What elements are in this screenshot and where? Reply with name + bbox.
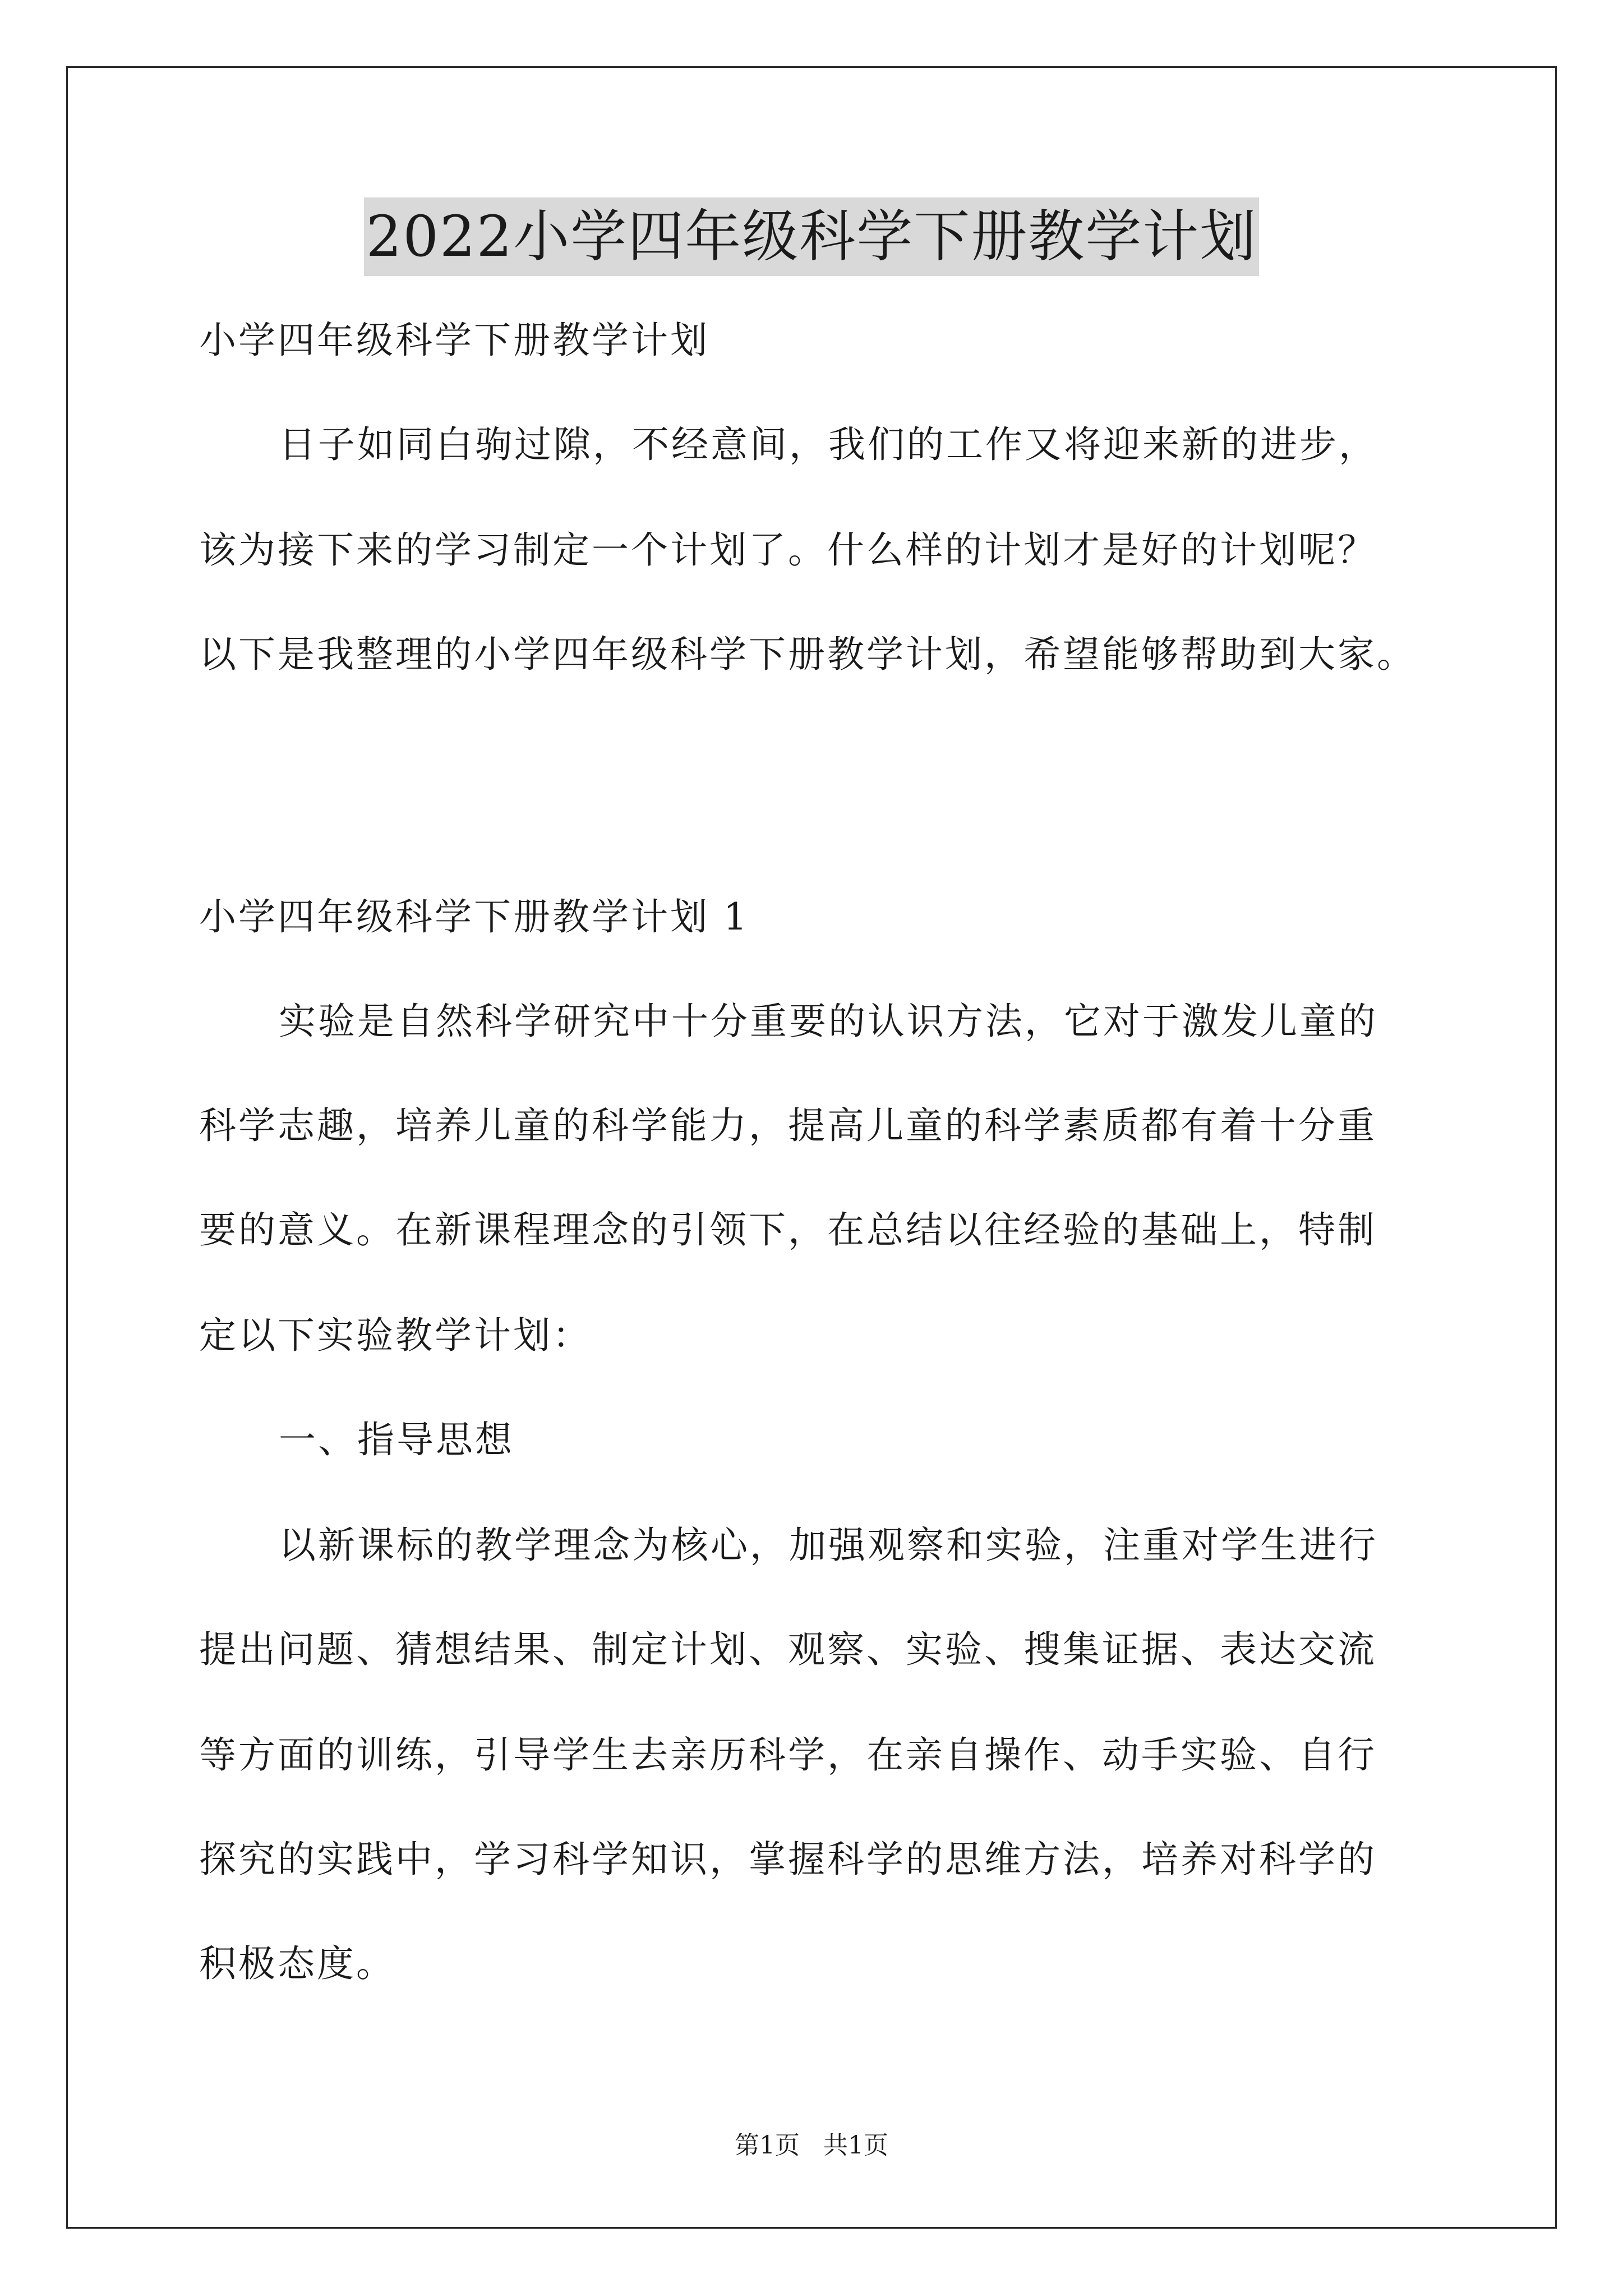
intro-line-1: 日子如同白驹过隙，不经意间，我们的工作又将迎来新的进步，	[279, 423, 1378, 466]
intro-line-3: 以下是我整理的小学四年级科学下册教学计划，希望能够帮助到大家。	[199, 633, 1416, 676]
document-subtitle: 小学四年级科学下册教学计划	[199, 319, 709, 362]
paragraph-2-line-4: 探究的实践中，学习科学知识，掌握科学的思维方法，培养对科学的	[199, 1838, 1377, 1881]
intro-line-2: 该为接下来的学习制定一个计划了。什么样的计划才是好的计划呢？	[199, 528, 1377, 572]
paragraph-2-line-5: 积极态度。	[199, 1942, 395, 1985]
paragraph-2-line-3: 等方面的训练，引导学生去亲历科学，在亲自操作、动手实验、自行	[199, 1733, 1377, 1777]
title-container	[0, 197, 1623, 276]
paragraph-1-line-4: 定以下实验教学计划：	[199, 1314, 592, 1357]
section-heading: 小学四年级科学下册教学计划 1	[199, 895, 749, 938]
paragraph-1-line-2: 科学志趣，培养儿童的科学能力，提高儿童的科学素质都有着十分重	[199, 1104, 1377, 1147]
paragraph-2-line-2: 提出问题、猜想结果、制定计划、观察、实验、搜集证据、表达交流	[199, 1628, 1377, 1671]
paragraph-1-line-1: 实验是自然科学研究中十分重要的认识方法，它对于激发儿童的	[279, 1000, 1378, 1043]
page-footer: 第1页 共1页	[735, 2131, 888, 2160]
paragraph-1-line-3: 要的意义。在新课程理念的引领下，在总结以往经验的基础上，特制	[199, 1208, 1377, 1251]
document-title: 2022小学四年级科学下册教学计划	[364, 197, 1260, 276]
paragraph-2-line-1: 以新课标的教学理念为核心，加强观察和实验，注重对学生进行	[279, 1524, 1378, 1567]
subheading-guiding-ideology: 一、指导思想	[279, 1418, 514, 1461]
